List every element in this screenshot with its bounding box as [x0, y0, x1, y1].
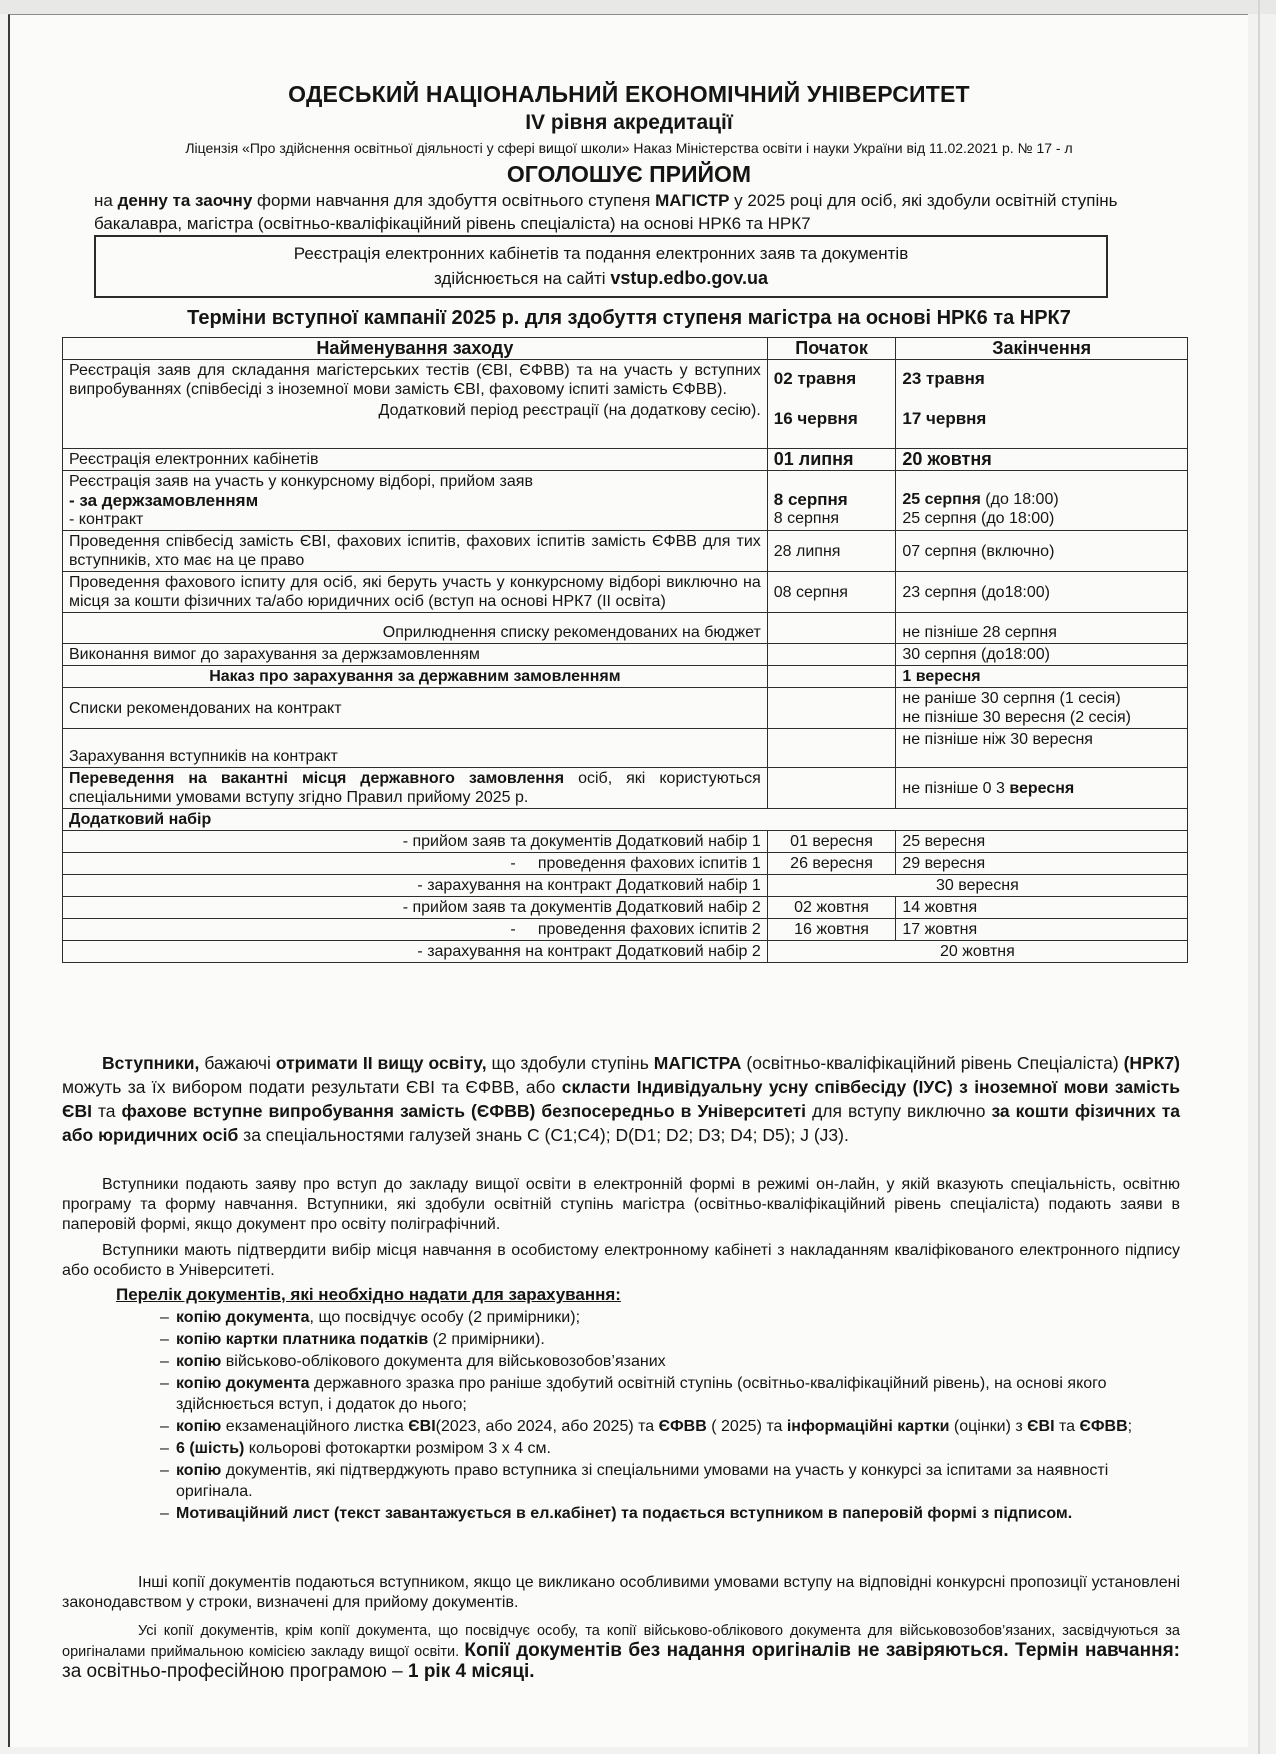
list-item: – копію документів, які підтверджують право вступника зі спеціальними умовами на участь у конкурсі за іспитами за наявності оригінала. [160, 1462, 1109, 1500]
event-name: - проведення фахових іспитів 1 [63, 853, 768, 875]
end-date: 23 серпня (до18:00) [896, 572, 1188, 613]
table-row [63, 644, 1188, 666]
table-row [63, 360, 1188, 449]
document-page [8, 14, 1248, 1747]
event-name: Проведення фахового іспиту для осіб, які беруть участь у конкурсному відборі виключно на місця за кошти фізичних та/або юридичних осіб (вступ на основі НРК7 (ІІ освіта) [63, 572, 768, 613]
end-date: не пізніше 28 серпня [896, 613, 1188, 644]
end-date: 25 серпня (до 18:00) [902, 510, 1055, 527]
end-note: (до 18:00) [980, 491, 1059, 508]
start-date: 16 червня [773, 409, 858, 428]
start-date: 16 жовтня [767, 919, 896, 941]
announcement-title: ОГОЛОШУЄ ПРИЙОМ [506, 161, 752, 187]
end-date: 14 жовтня [896, 897, 1188, 919]
event-name: Проведення співбесід замість ЄВІ, фахових іспитів, фахових іспитів замість ЄФВВ для тих вступників, хто має на це право [63, 531, 768, 572]
header-start: Початок [767, 338, 896, 360]
end-date: 30 серпня (до18:00) [896, 644, 1188, 666]
event-name: - проведення фахових іспитів 2 [63, 919, 768, 941]
start-date: 26 вересня [767, 853, 896, 875]
table-row [63, 572, 1188, 613]
end-date: не раніше 30 серпня (1 сесія) [902, 690, 1121, 707]
start-date: 01 липня [767, 449, 896, 471]
start-date: 02 жовтня [767, 897, 896, 919]
start-date: 28 липня [767, 531, 896, 572]
schedule-table [62, 337, 1188, 963]
end-date-month: вересня [1009, 779, 1075, 797]
enroll-date: 30 вересня [767, 875, 1187, 897]
scan-top-strip [0, 0, 1276, 14]
start-date: 8 серпня [773, 490, 848, 509]
start-date: 02 травня [773, 369, 857, 388]
event-extra: Додатковий період реєстрації (на додаткову сесію). [378, 402, 761, 419]
accreditation-level: IV рівня акредитації [525, 111, 733, 134]
table-row [63, 666, 1188, 688]
start-date: 8 серпня [773, 510, 840, 527]
registration-box [94, 235, 1108, 298]
table-row [63, 688, 1188, 729]
event-name-rest: осіб, які користуються спеціальними умовами вступу згідно Правил прийому 2025 р. [69, 770, 761, 806]
event-name: Виконання вимог до зарахування за держзамовленням [63, 644, 768, 666]
end-date: 17 червня [902, 409, 987, 428]
event-name: Зарахування вступників на контракт [63, 729, 768, 768]
end-date: 25 серпня [902, 491, 981, 508]
table-row [63, 919, 1188, 941]
list-item: – копію документа, що посвідчує особу (2 примірники); [160, 1309, 581, 1326]
start-date: 08 серпня [767, 572, 896, 613]
end-date: 29 вересня [896, 853, 1188, 875]
event-name: Реєстрація електронних кабінетів [63, 449, 768, 471]
event-sub-state: - за держзамовленням [69, 491, 259, 510]
list-item: – Мотиваційний лист (текст завантажується в ел.кабінет) та подається вступником в паперовій формі з підписом. [160, 1505, 1073, 1522]
other-copies-paragraph: Інші копії документів подаються вступником, якщо це викликано особливими умовами вступу на відповідні конкурсні пропозиції установлені законодавством у строки, визначені для прийому документів. [62, 1574, 1180, 1611]
event-name: Наказ про зарахування за державним замовленням [63, 666, 768, 688]
table-row [63, 729, 1188, 768]
event-name-bold: Переведення на вакантні місця державного замовлення [69, 770, 565, 787]
end-date: 25 вересня [896, 831, 1188, 853]
table-header-row [63, 338, 1188, 360]
university-name: ОДЕСЬКИЙ НАЦІОНАЛЬНИЙ ЕКОНОМІЧНИЙ УНІВЕРСИТЕТ [288, 81, 970, 107]
end-date: не пізніше ніж 30 вересня [896, 729, 1188, 768]
event-name: Реєстрація заяв для складання магістерських тестів (ЄВІ, ЄФВВ) та на участь у вступних випробуваннях (співбесіді з іноземної мови замість ЄВІ, фаховому іспиті замість ЄФВВ). [69, 362, 761, 398]
list-item: – копію документа державного зразка про раніше здобутий освітній ступінь (освітньо-кваліфікаційний рівень), на основі якого здійснюється вступ, і додаток до нього; [160, 1375, 1107, 1413]
end-date: не пізніше 30 вересня (2 сесія) [902, 709, 1131, 726]
event-name: - зарахування на контракт Додатковий набір 2 [63, 941, 768, 963]
header-event: Найменування заходу [63, 338, 768, 360]
documents-list [62, 1307, 1180, 1525]
table-row [63, 831, 1188, 853]
intro-paragraph: на денну та заочну форми навчання для здобуття освітнього ступеня МАГІСТР у 2025 році для осіб, які здобули освітній ступінь бакалавра, магістра (освітньо-кваліфікаційний рівень спеціаліста) на основі НРК6 та НРК7 [94, 191, 1118, 233]
list-item: – копію картки платника податків (2 примірники). [160, 1331, 545, 1348]
list-item: – копію військово-облікового документа для військовозобов’язаних [160, 1353, 666, 1370]
end-date-prefix: не пізніше 0 3 [902, 779, 1010, 797]
table-row [63, 449, 1188, 471]
application-paragraph: Вступники подають заяву про вступ до закладу вищої освіти в електронній формі в режимі он-лайн, у якій вказують спеціальність, освітню програму та форму навчання. Вступники, які здобули освітній ступінь магістра (освітньо-кваліфікаційний рівень спеціаліста) подають заяви в паперовій формі, якщо документ про освіту поліграфічний. [62, 1176, 1180, 1233]
certification-paragraph: Усі копії документів, крім копії документа, що посвідчує особу, та копії військово-облікового документа для військовозобов’язаних, засвідчуються за оригіналами приймальною комісією закладу вищої освіти. Копії документів без надання оригіналів не завіряються. Термін навчання: за освітньо-професійною програмою – 1 рік 4 місяці. [62, 1623, 1180, 1682]
additional-heading: Додатковий набір [63, 809, 1188, 831]
end-date: 1 вересня [896, 666, 1188, 688]
event-sub-contract: - контракт [69, 511, 144, 528]
schedule-title: Терміни вступної кампанії 2025 р. для здобуття ступеня магістра на основі НРК6 та НРК7 [187, 307, 1071, 329]
table-row [63, 875, 1188, 897]
event-name: Реєстрація заяв на участь у конкурсному відборі, прийом заяв [69, 473, 533, 490]
end-date: 17 жовтня [896, 919, 1188, 941]
table-row [63, 853, 1188, 875]
documents-heading: Перелік документів, які необхідно надати для зарахування: [116, 1285, 621, 1304]
event-name: Оприлюднення списку рекомендованих на бюджет [63, 613, 768, 644]
header-end: Закінчення [896, 338, 1188, 360]
event-name: - зарахування на контракт Додатковий набір 1 [63, 875, 768, 897]
registration-line-2: здійснюється на сайті vstup.edbo.gov.ua [434, 268, 768, 288]
license-line: Ліцензія «Про здійснення освітньої діяльності у сфері вищої школи» Наказ Міністерства освіти і науки України від 11.02.2021 р. № 17 - л [185, 140, 1073, 156]
table-row [63, 613, 1188, 644]
event-name: - прийом заяв та документів Додатковий набір 1 [63, 831, 768, 853]
registration-line-1: Реєстрація електронних кабінетів та подання електронних заяв та документів [293, 244, 909, 263]
registration-site-link[interactable]: vstup.edbo.gov.ua [610, 268, 768, 288]
event-name: Списки рекомендованих на контракт [63, 688, 768, 729]
event-name: - прийом заяв та документів Додатковий набір 2 [63, 897, 768, 919]
list-item: – 6 (шість) кольорові фотокартки розміром 3 х 4 см. [160, 1440, 551, 1457]
end-date: 23 травня [902, 369, 985, 388]
table-row [63, 897, 1188, 919]
second-degree-paragraph: Вступники, бажаючі отримати ІІ вищу освіту, що здобули ступінь МАГІСТРА (освітньо-кваліфікаційний рівень Спеціаліста) (НРК7) можуть за їх вибором подати результати ЄВІ та ЄФВВ, або скласти Індивідуальну усну співбесіду (ІУС) з іноземної мови замість ЄВІ та фахове вступне випробування замість (ЄФВВ) безпосередньо в Університеті для вступу виключно за кошти фізичних та або юридичних осіб за спеціальностями галузей знань C (C1;C4); D(D1; D2; D3; D4; D5); J (J3). [62, 1053, 1180, 1145]
start-date: 01 вересня [767, 831, 896, 853]
table-row [63, 531, 1188, 572]
table-section-row [63, 809, 1188, 831]
table-row [63, 768, 1188, 809]
end-date: 20 жовтня [896, 449, 1188, 471]
list-item: – копію екзаменаційного листка ЄВІ(2023, або 2024, або 2025) та ЄФВВ ( 2025) та інформаційні картки (оцінки) з ЄВІ та ЄФВВ; [160, 1418, 1133, 1435]
enroll-date: 20 жовтня [767, 941, 1187, 963]
scan-right-edge [1258, 0, 1260, 1754]
table-row [63, 941, 1188, 963]
confirmation-paragraph: Вступники мають підтвердити вибір місця навчання в особистому електронному кабінеті з накладанням кваліфікованого електронного підпису або особисто в Університеті. [62, 1242, 1180, 1279]
end-date: 07 серпня (включно) [896, 531, 1188, 572]
table-row [63, 471, 1188, 531]
